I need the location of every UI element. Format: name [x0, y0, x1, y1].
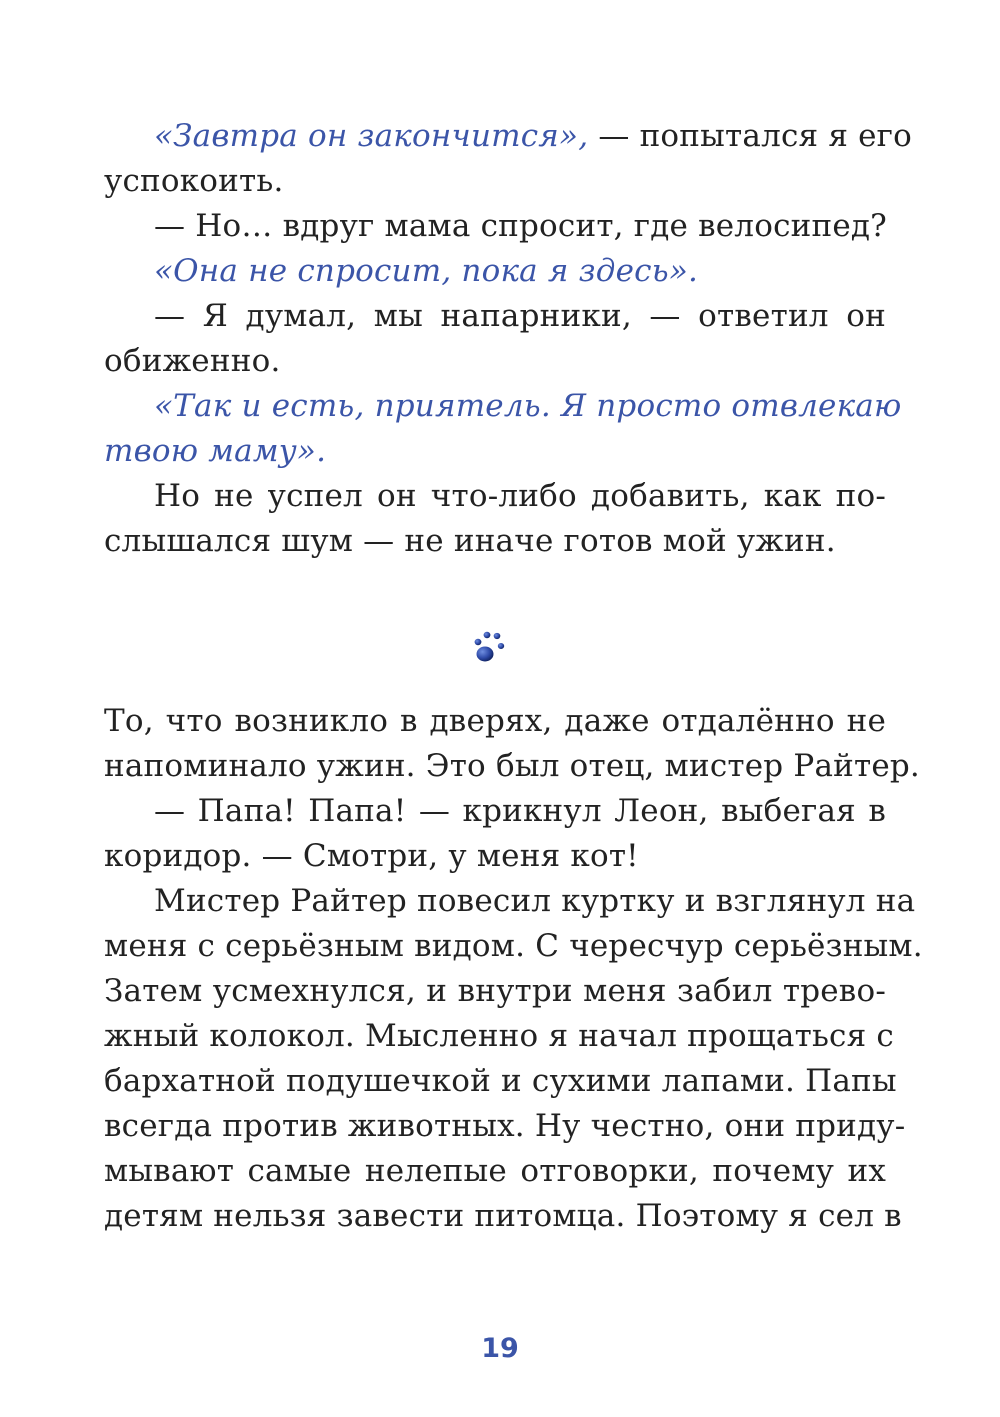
plain-text: жный колокол. Мысленно я начал прощаться с — [104, 1018, 894, 1054]
italic-speech: «Она не спросит, пока я здесь». — [154, 253, 699, 289]
text-line — [104, 519, 886, 564]
page-number: 19 — [481, 1333, 519, 1364]
plain-text: слышался шум — не иначе готов мой ужин. — [104, 523, 836, 559]
plain-text: То, что возникло в дверях, даже отдалённо не — [104, 703, 886, 739]
plain-text: — Папа! Папа! — крикнул Леон, выбегая в — [154, 793, 886, 829]
text-line — [104, 789, 886, 834]
plain-text: обиженно. — [104, 343, 281, 379]
text-line — [104, 204, 886, 249]
italic-speech: твою маму». — [104, 433, 327, 469]
section-2-text — [104, 699, 923, 1239]
text-line — [104, 879, 916, 924]
text-line — [104, 834, 886, 879]
text-line — [104, 744, 920, 789]
plain-text: — Я думал, мы напарники, — ответил он — [154, 298, 886, 334]
section-1-text — [104, 114, 912, 564]
text-line — [104, 699, 886, 744]
text-line — [104, 429, 886, 474]
paw-print-icon — [472, 627, 512, 667]
plain-text: мывают самые нелепые отговорки, почему их — [104, 1153, 886, 1189]
text-line — [104, 1149, 886, 1194]
text-line — [104, 474, 886, 519]
plain-text: всегда против животных. Ну честно, они приду- — [104, 1108, 906, 1144]
text-line — [104, 294, 886, 339]
plain-text: — Но… вдруг мама спросит, где велосипед? — [154, 208, 888, 244]
text-line — [104, 1104, 906, 1149]
text-line — [104, 384, 902, 429]
italic-speech: «Так и есть, приятель. Я просто отвлекаю — [154, 388, 902, 424]
text-line — [104, 159, 886, 204]
text-line — [104, 339, 886, 384]
plain-text: напоминало ужин. Это был отец, мистер Райтер. — [104, 748, 920, 784]
plain-text: Но не успел он что-либо добавить, как по- — [154, 478, 886, 514]
text-line — [104, 1059, 897, 1104]
text-line — [104, 1014, 894, 1059]
plain-text: коридор. — Смотри, у меня кот! — [104, 838, 639, 874]
paw-print-graphic — [472, 627, 512, 667]
plain-text: детям нельзя завести питомца. Поэтому я сел в — [104, 1198, 902, 1234]
plain-text: бархатной подушечкой и сухими лапами. Папы — [104, 1063, 897, 1099]
text-line — [104, 924, 923, 969]
plain-text: Затем усмехнулся, и внутри меня забил трево- — [104, 973, 886, 1009]
plain-text: Мистер Райтер повесил куртку и взглянул на — [154, 883, 916, 919]
plain-text: — попытался я его — [588, 118, 912, 154]
text-line — [104, 249, 886, 294]
plain-text: меня с серьёзным видом. С чересчур серьёзным. — [104, 928, 923, 964]
italic-speech: «Завтра он закончится», — [154, 118, 589, 154]
plain-text: успокоить. — [104, 163, 284, 199]
text-line — [104, 1194, 902, 1239]
text-line — [104, 114, 912, 159]
text-line — [104, 969, 886, 1014]
